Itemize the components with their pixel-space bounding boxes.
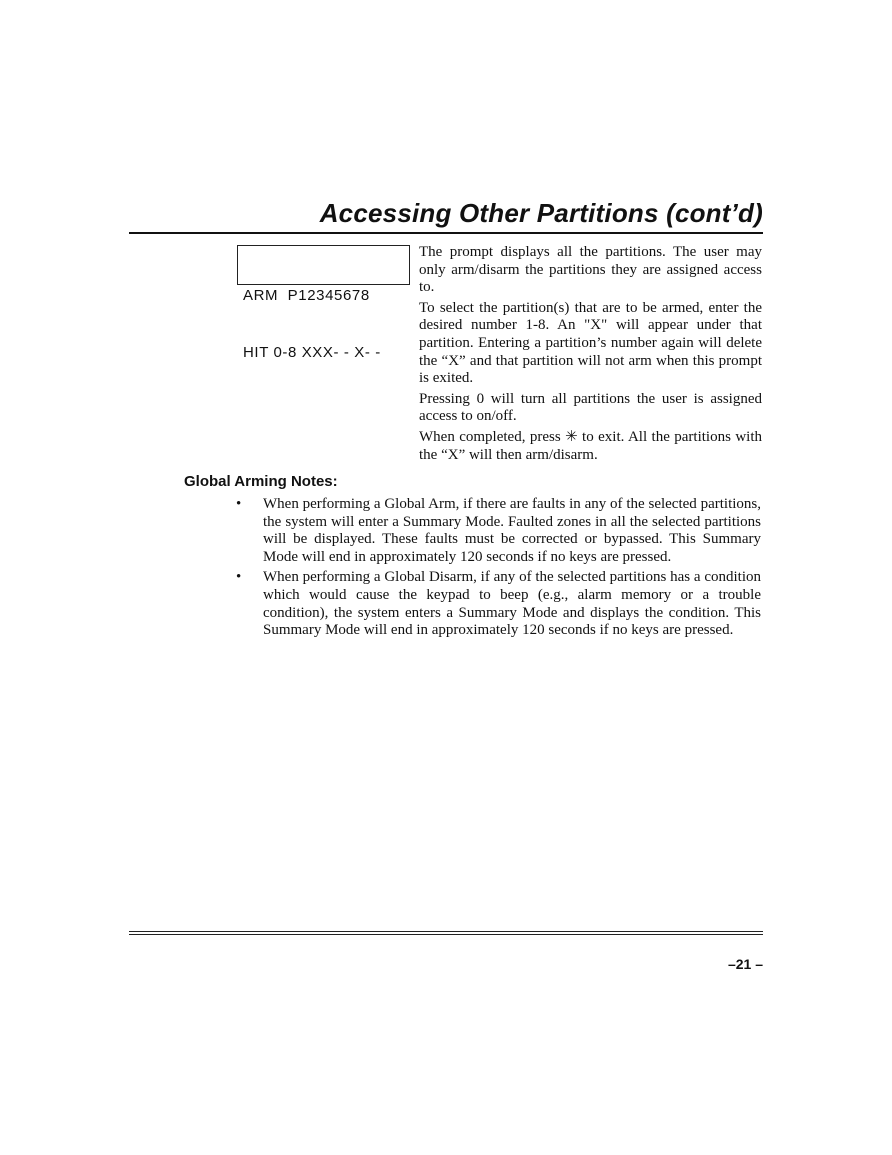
page-number: –21 – [727,956,763,972]
intro-paragraph: To select the partition(s) that are to be armed, enter the desired number 1-8. An "X" will appear under that partition. Entering a partition’s number again will delete the “X” and that partition will not arm when this prompt is exited. [419,299,762,387]
intro-text [419,244,762,467]
note-text: When performing a Global Arm, if there are faults in any of the selected partitions, the system will enter a Summary Mode. Faulted zones in all the selected partitions will be displayed. These faults must be corrected or bypassed. This Summary Mode will end in approximately 120 seconds if no keys are pressed. [263,496,761,565]
title-divider [129,232,763,234]
footer-divider [129,931,763,935]
keypad-display-line-1: ARM P12345678 [243,287,370,304]
bullet-icon: • [236,569,242,586]
keypad-display [237,245,410,361]
page-title: Accessing Other Partitions (cont’d) [319,198,763,228]
notes-list [236,496,761,643]
intro-paragraph: The prompt displays all the partitions. The user may only arm/disarm the partitions they are assigned access to. [419,244,762,296]
keypad-display-line-2: HIT 0-8 XXX- - X- - [243,344,381,361]
intro-paragraph: When completed, press ✳ to exit. All the partitions with the “X” will then arm/disarm. [419,428,762,463]
section-heading: Global Arming Notes: [184,473,338,490]
note-text: When performing a Global Disarm, if any of the selected partitions has a condition which would cause the keypad to beep (e.g., alarm memory or a trouble condition), the system enters a Summary Mode and displays the condition. This Summary Mode will end in approximately 120 seconds if no keys are pressed. [263,569,761,639]
bullet-icon: • [236,496,242,512]
intro-paragraph: Pressing 0 will turn all partitions the user is assigned access to on/off. [419,390,762,425]
list-item [236,496,761,566]
list-item [236,569,761,639]
